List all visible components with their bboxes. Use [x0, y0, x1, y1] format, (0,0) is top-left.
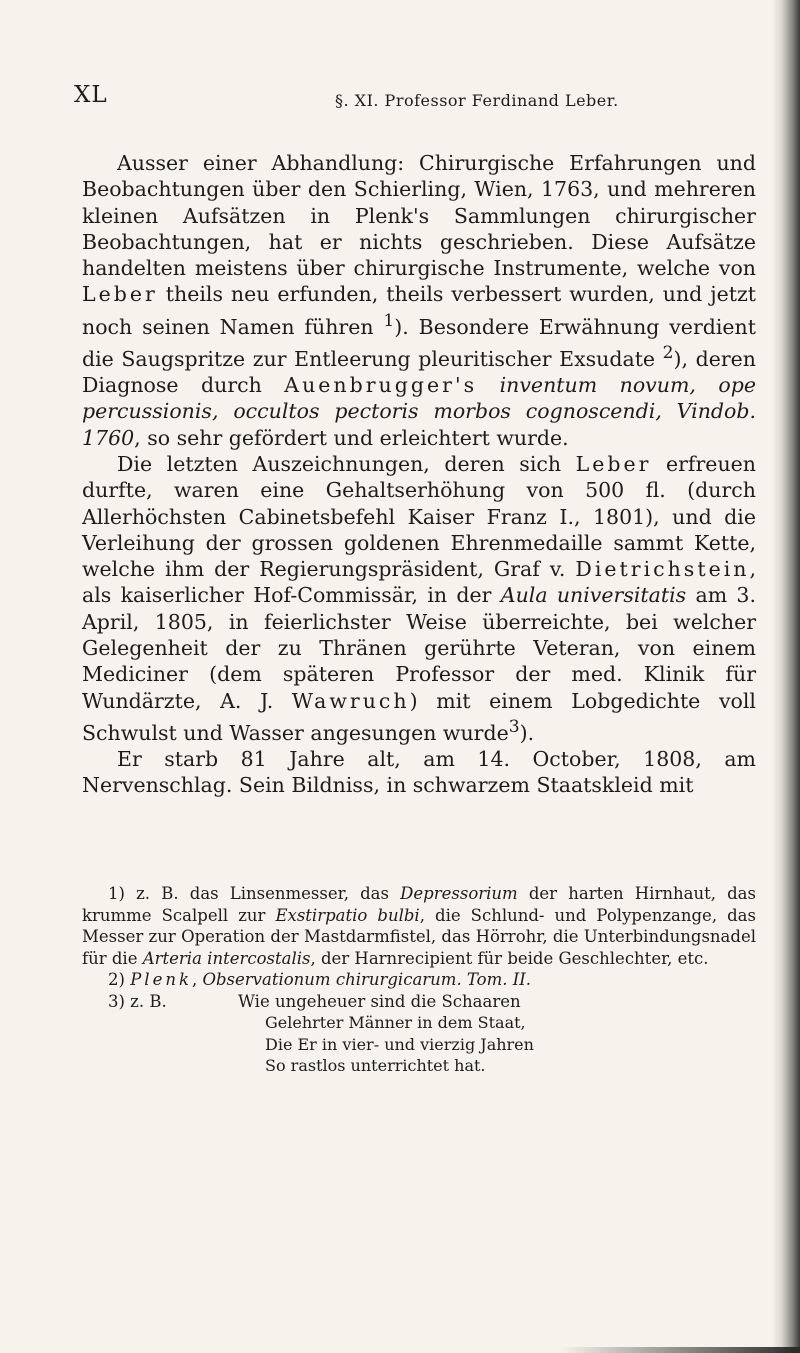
paragraph-2: Die letzten Auszeichnungen, deren sich Leber erfreuen durfte, waren eine Gehaltserhöhung von 500 fl. (durch Allerhöchsten Cabinetsbefehl Kaiser Franz I., 1801), und die Verleihung der grossen goldenen Ehrenmedaille sammt Kette, welche ihm der Regierungspräsident, Graf v. Dietrichstein, als kaiserlicher Hof-Commissär, in der Aula universitatis am 3. April, 1805, in feierlichster Weise überreichte, bei welcher Gelegenheit der zu Thränen gerührte Veteran, von einem Mediciner (dem späteren Professor der med. Klinik für Wundärzte, A. J. Wawruch) mit einem Lobgedichte voll Schwulst und Wasser angesungen wurde$^3$).	[82, 451, 756, 745]
paragraph-3: Er starb 81 Jahre alt, am 14. October, 1808, am Nervenschlag. Sein Bildniss, in schwarzem Staatskleid mit	[82, 747, 756, 798]
name-leber: Leber	[575, 451, 652, 476]
verse	[265, 1012, 756, 1077]
page-header	[74, 82, 740, 122]
verse-line: So rastlos unterrichtet hat.	[265, 1056, 486, 1075]
footnote-1: 1) z. B. das Linsenmesser, das Depressorium der harten Hirnhaut, das krumme Scalpell zur Exstirpatio bulbi, die Schlund- und Polypenzange, das Messer zur Operation der Mastdarmfistel, das Hörrohr, die Unterbindungsnadel für die Arteria intercostalis, der Harnrecipient für beide Geschlechter, etc.	[82, 884, 756, 968]
page-bottom-shadow	[560, 1347, 800, 1353]
footnote-ref-3: 3	[508, 716, 520, 737]
footnote-2: 2) Plenk, Observationum chirurgicarum. Tom. II.	[108, 970, 532, 989]
name-wawruch: Wawruch	[291, 688, 410, 713]
name-dietrichstein: Dietrichstein	[575, 557, 750, 582]
footnote-ref-2: 2	[662, 342, 674, 363]
footnotes	[82, 883, 756, 1077]
running-head: §. XI. Professor Ferdinand Leber.	[335, 91, 619, 110]
paragraph-1: Ausser einer Abhandlung: Chirurgische Erfahrungen und Beobachtungen über den Schierling, Wien, 1763, und mehreren kleinen Aufsätzen in Plenk's Sammlungen chirurgischer Beobachtungen, hat er nichts geschrieben. Diese Aufsätze handelten meistens über chirurgische Instrumente, welche von Leber theils neu erfunden, theils verbessert wurden, und jetzt noch seinen Namen führen $^1$). Besondere Erwähnung verdient die Saugspritze zur Entleerung pleuritischer Exsudate $^2$), deren Diagnose durch Auenbrugger's inventum novum, ope percussionis, occultos pectoris morbos cognoscendi, Vindob. 1760, so sehr gefördert und erleichtert wurde.	[82, 151, 756, 450]
latin-title: inventum novum, ope percussionis, occultos pectoris morbos cognoscendi, Vindob. 1760	[82, 373, 756, 450]
page-number: XL	[74, 82, 108, 108]
page-edge-shadow	[772, 0, 800, 1353]
name-leber: Leber	[82, 282, 158, 307]
verse-line: Wie ungeheuer sind die Schaaren	[238, 991, 521, 1011]
latin-aula: Aula universitatis	[500, 583, 687, 608]
main-text	[82, 150, 756, 799]
footnote-3	[108, 991, 756, 1013]
verse-line: Gelehrter Männer in dem Staat,	[265, 1013, 526, 1032]
footnote-3-mark: 3) z. B.	[108, 991, 167, 1011]
name-auenbrugger: Auenbrugger's	[284, 373, 478, 398]
verse-line: Die Er in vier- und vierzig Jahren	[265, 1034, 534, 1054]
footnote-ref-1: 1	[383, 310, 395, 331]
